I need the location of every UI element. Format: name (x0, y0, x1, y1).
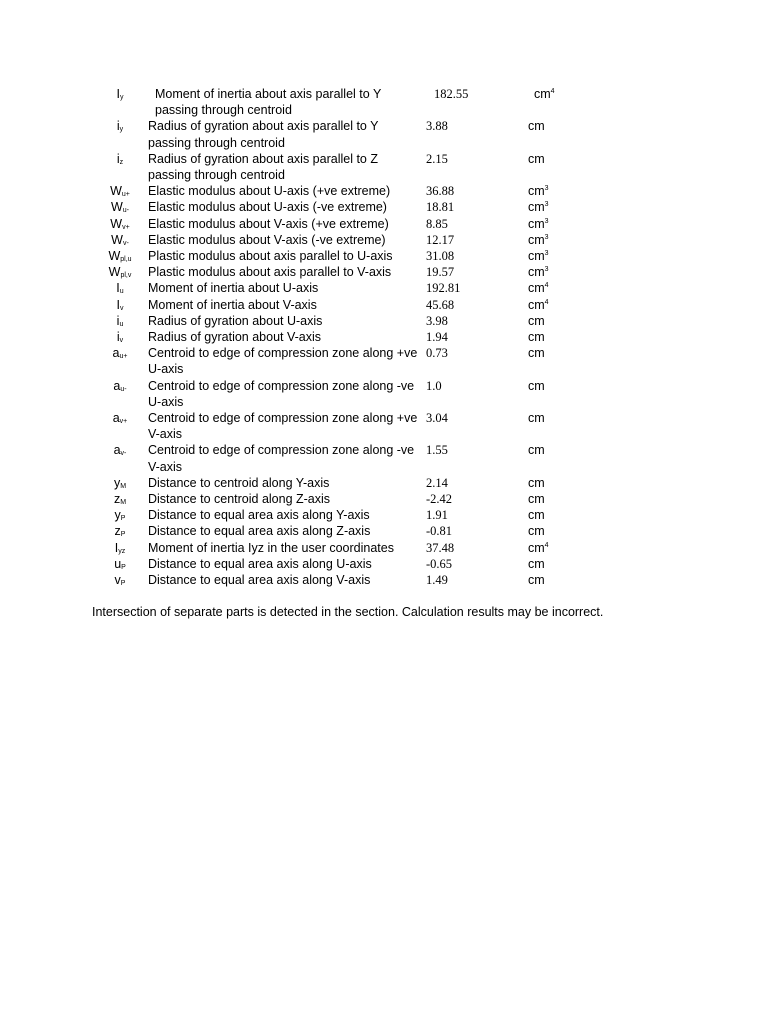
property-value: 36.88 (426, 184, 455, 199)
property-unit: $cm^3$ (528, 249, 549, 264)
property-symbol: $W_{v+}$ (110, 216, 130, 231)
property-symbol: $W_{u+}$ (110, 184, 130, 199)
property-description: Distance to equal area axis along Z-axis (148, 524, 371, 539)
property-description: Elastic modulus about U-axis (-ve extreme) (148, 200, 387, 215)
property-description: Distance to centroid along Y-axis (148, 475, 330, 490)
property-unit: $cm^3$ (528, 232, 549, 247)
property-description: Centroid to edge of compression zone along -ve U-axis (148, 378, 415, 409)
property-symbol: $i_z$ (116, 151, 124, 166)
property-description: Distance to centroid along Z-axis (148, 492, 331, 507)
property-value: 1.49 (426, 573, 448, 588)
property-value: 31.08 (426, 249, 455, 264)
property-description: Moment of inertia about U-axis (148, 281, 319, 296)
property-description: Elastic modulus about V-axis (+ve extreme) (148, 216, 389, 231)
property-description: Elastic modulus about U-axis (+ve extreme) (148, 184, 391, 199)
property-symbol: $z_P$ (114, 524, 126, 539)
property-row (100, 556, 700, 572)
property-unit: cm (528, 508, 545, 523)
property-description: Centroid to edge of compression zone along -ve V-axis (148, 443, 415, 474)
property-value: 19.57 (426, 265, 455, 280)
property-description: Moment of inertia about V-axis (148, 297, 317, 312)
property-unit: cm (528, 443, 545, 458)
property-description: Radius of gyration about axis parallel to Z passing through centroid (148, 151, 378, 183)
property-symbol: $v_P$ (114, 573, 126, 588)
property-unit: cm (528, 119, 545, 134)
property-value: 1.0 (426, 378, 442, 393)
property-symbol: $a_{u-}$ (113, 378, 127, 393)
property-symbol: $i_y$ (116, 119, 124, 134)
property-description: Elastic modulus about V-axis (-ve extreme) (148, 232, 386, 247)
property-value: 3.98 (426, 313, 448, 328)
property-row (100, 118, 700, 150)
property-description: Moment of inertia about axis parallel to Y passing through centroid (155, 87, 382, 118)
property-unit: $cm^3$ (528, 216, 549, 231)
property-symbol: $W_{pl,u}$ (108, 249, 132, 264)
property-unit: cm (528, 378, 545, 393)
intersection-warning-note: Intersection of separate parts is detected in the section. Calculation results may be incorrect. (92, 605, 604, 619)
property-symbol: $a_{v+}$ (112, 411, 128, 426)
property-unit: $cm^4$ (528, 540, 549, 555)
property-row (100, 297, 700, 313)
property-row (100, 216, 700, 232)
property-symbol: $I_{yz}$ (114, 540, 126, 555)
property-row (100, 199, 700, 215)
property-row (100, 329, 700, 345)
property-symbol: $W_{u-}$ (110, 200, 130, 215)
property-value: 8.85 (426, 216, 448, 231)
property-unit: cm (528, 475, 545, 490)
property-symbol: $W_{v-}$ (111, 232, 129, 247)
property-unit: cm (528, 151, 545, 166)
property-row (100, 491, 700, 507)
property-symbol: $u_P$ (114, 556, 126, 571)
property-unit: $cm^4$ (534, 87, 555, 101)
property-unit: cm (528, 524, 545, 539)
property-description: Distance to equal area axis along Y-axis (148, 508, 370, 523)
property-symbol: $i_u$ (116, 313, 124, 328)
property-symbol: $y_P$ (114, 508, 126, 523)
property-value: 2.14 (426, 475, 448, 490)
property-value: 37.48 (426, 540, 455, 555)
property-row (100, 410, 700, 442)
property-unit: $cm^3$ (528, 200, 549, 215)
property-symbol: $a_{v-}$ (113, 443, 127, 458)
property-unit: cm (528, 313, 545, 328)
property-row (100, 313, 700, 329)
property-description: Radius of gyration about axis parallel to Y passing through centroid (148, 119, 379, 150)
property-description: Centroid to edge of compression zone along +ve V-axis (148, 411, 418, 442)
property-value: 192.81 (426, 281, 461, 296)
property-value: 12.17 (426, 232, 455, 247)
property-value: 18.81 (426, 200, 455, 215)
property-symbol: $a_{u+}$ (112, 346, 128, 361)
property-row (100, 442, 700, 474)
property-row (100, 540, 700, 556)
property-row (100, 280, 700, 296)
property-symbol: $I_y$ (116, 87, 124, 101)
property-unit: $cm^4$ (528, 297, 549, 312)
property-unit: cm (528, 346, 545, 361)
property-description: Plastic modulus about axis parallel to U-axis (148, 249, 393, 264)
property-description: Centroid to edge of compression zone along +ve U-axis (148, 346, 418, 377)
property-symbol: $i_v$ (116, 330, 124, 345)
property-description: Distance to equal area axis along U-axis (148, 556, 372, 571)
property-unit: $cm^3$ (528, 184, 549, 199)
property-row (100, 232, 700, 248)
property-description: Plastic modulus about axis parallel to V-axis (148, 265, 392, 280)
property-unit: $cm^3$ (528, 265, 549, 280)
property-row (100, 523, 700, 539)
property-value: 2.15 (426, 151, 448, 166)
property-unit: $cm^4$ (528, 281, 549, 296)
property-value: 0.73 (426, 346, 448, 361)
property-symbol: $I_v$ (116, 297, 124, 312)
property-row (100, 345, 700, 377)
property-value: -0.65 (426, 556, 453, 571)
property-unit: cm (528, 411, 545, 426)
property-row (100, 151, 700, 183)
property-unit: cm (528, 492, 545, 507)
property-value: 3.88 (426, 119, 448, 134)
property-row (100, 507, 700, 523)
property-row (100, 378, 700, 410)
property-description: Moment of inertia Iyz in the user coordinates (148, 540, 394, 555)
property-row (100, 248, 700, 264)
property-value: 1.91 (426, 508, 448, 523)
property-symbol: $W_{pl,v}$ (108, 265, 132, 280)
property-description: Distance to equal area axis along V-axis (148, 573, 371, 588)
property-value: 1.94 (426, 330, 448, 345)
property-row (100, 264, 700, 280)
property-unit: cm (528, 573, 545, 588)
property-row (100, 475, 700, 491)
property-row (100, 572, 700, 588)
property-description: Radius of gyration about U-axis (148, 313, 323, 328)
property-symbol: $z_M$ (113, 492, 127, 507)
property-symbol: $y_M$ (113, 475, 127, 490)
property-row (100, 86, 700, 118)
property-value: -0.81 (426, 524, 453, 539)
section-properties-table (100, 86, 700, 588)
property-row (100, 183, 700, 199)
property-value: -2.42 (426, 492, 453, 507)
property-symbol: $I_u$ (116, 281, 124, 296)
property-value: 3.04 (426, 411, 448, 426)
property-value: 1.55 (426, 443, 448, 458)
property-unit: cm (528, 556, 545, 571)
property-description: Radius of gyration about V-axis (148, 330, 322, 345)
property-value: 45.68 (426, 297, 455, 312)
property-value: 182.55 (434, 87, 469, 101)
property-unit: cm (528, 330, 545, 345)
